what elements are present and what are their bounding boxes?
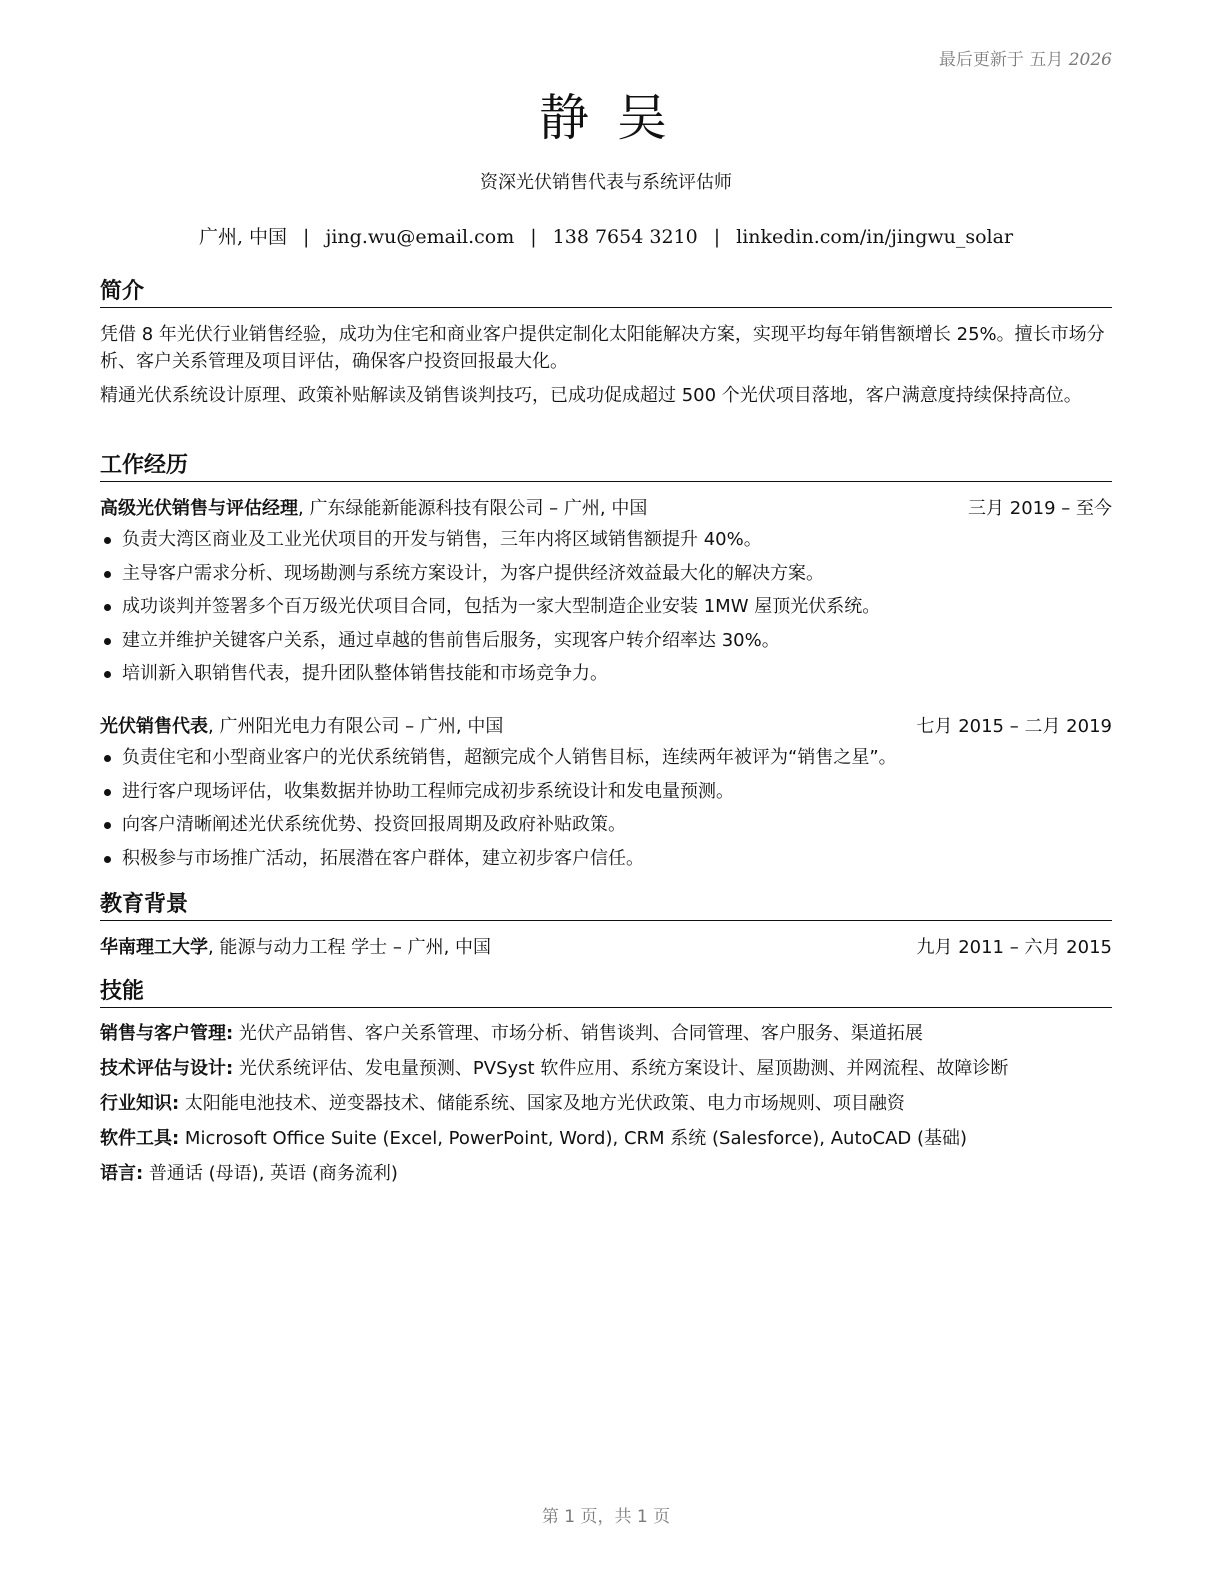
skill-label: 销售与客户管理: (100, 1023, 234, 1044)
bullet-icon (104, 671, 111, 678)
bullet-icon (104, 856, 111, 863)
bullet-icon (104, 638, 111, 645)
last-updated-year: 2026 (1068, 50, 1112, 70)
list-item (100, 779, 1112, 813)
contact-separator: | (713, 226, 721, 248)
last-updated-prefix: 最后更新于 五月 (938, 50, 1069, 70)
skill-label: 语言: (100, 1163, 144, 1184)
list-item (100, 594, 1112, 628)
skill-row (100, 1021, 1112, 1056)
contact-separator: | (303, 226, 310, 248)
list-item (100, 661, 1112, 695)
contact-email[interactable]: jing.wu@email.com (325, 226, 515, 248)
bullet-text: 负责大湾区商业及工业光伏项目的开发与销售，三年内将区域销售额提升 40%。 (122, 529, 762, 550)
resume-page (100, 0, 1112, 1584)
skills-list (100, 1021, 1112, 1196)
skill-value: 太阳能电池技术、逆变器技术、储能系统、国家及地方光伏政策、电力市场规则、项目融资 (179, 1093, 905, 1114)
contact-separator: | (530, 226, 537, 248)
bullet-text: 进行客户现场评估，收集数据并协助工程师完成初步系统设计和发电量预测。 (122, 780, 734, 802)
contact-line (100, 224, 1112, 250)
skill-label: 软件工具: (100, 1128, 180, 1149)
bullet-text: 负责住宅和小型商业客户的光伏系统销售，超额完成个人销售目标，连续两年被评为“销售之星”。 (122, 747, 897, 768)
summary-paragraph: 凭借 8 年光伏行业销售经验，成功为住宅和商业客户提供定制化太阳能解决方案，实现平均每年销售额增长 25%。擅长市场分析、客户关系管理及项目评估，确保客户投资回报最大化。 (100, 324, 1105, 372)
bullet-icon (104, 789, 111, 796)
last-updated (939, 45, 1112, 70)
bullet-text: 建立并维护关键客户关系，通过卓越的售前售后服务，实现客户转介绍率达 30%。 (122, 629, 780, 651)
contact-phone: 138 7654 3210 (552, 226, 698, 248)
job-dates: 三月 2019 – 至今 (968, 498, 1112, 519)
skill-row (100, 1091, 1112, 1126)
education-dates: 九月 2011 – 六月 2015 (916, 937, 1112, 958)
job-role: 高级光伏销售与评估经理 (100, 498, 298, 519)
bullet-text: 成功谈判并签署多个百万级光伏项目合同，包括为一家大型制造企业安装 1MW 屋顶光伏系统。 (122, 596, 881, 617)
bullet-icon (104, 571, 111, 578)
list-item (100, 527, 1112, 561)
list-item (100, 745, 1112, 779)
job-heading (100, 714, 1112, 740)
list-item (100, 561, 1112, 595)
list-item (100, 812, 1112, 846)
skill-value: 光伏系统评估、发电量预测、PVSyst 软件应用、系统方案设计、屋顶勘测、并网流程、故障诊断 (233, 1058, 1009, 1079)
job-organization: , 广州阳光电力有限公司 – 广州, 中国 (208, 716, 504, 737)
bullet-text: 主导客户需求分析、现场勘测与系统方案设计，为客户提供经济效益最大化的解决方案。 (122, 562, 824, 584)
summary-paragraph: 精通光伏系统设计原理、政策补贴解读及销售谈判技巧，已成功促成超过 500 个光伏项目落地，客户满意度持续保持高位。 (100, 385, 1082, 406)
section-title-skills: 技能 (100, 977, 1112, 1008)
job-dates: 七月 2015 – 二月 2019 (916, 716, 1112, 737)
bullet-text: 积极参与市场推广活动，拓展潜在客户群体，建立初步客户信任。 (122, 847, 644, 869)
page-number-footer: 第 1 页，共 1 页 (541, 1507, 671, 1527)
candidate-name: 静 吴 (539, 89, 673, 147)
list-item (100, 628, 1112, 662)
contact-linkedin[interactable]: linkedin.com/in/jingwu_solar (736, 226, 1014, 248)
skill-value: Microsoft Office Suite (Excel, PowerPoint, Word), CRM 系统 (Salesforce), AutoCAD (基础) (179, 1128, 968, 1149)
bullet-icon (104, 755, 111, 762)
bullet-icon (104, 604, 111, 611)
education-school: 华南理工大学 (100, 937, 208, 958)
skill-row (100, 1126, 1112, 1161)
skill-value: 普通话 (母语), 英语 (商务流利) (143, 1163, 398, 1184)
job-role: 光伏销售代表 (100, 716, 208, 737)
bullet-icon (104, 822, 111, 829)
education-heading (100, 935, 1112, 961)
section-title-experience: 工作经历 (100, 451, 1112, 482)
education-detail: , 能源与动力工程 学士 – 广州, 中国 (208, 937, 492, 958)
skill-row (100, 1161, 1112, 1196)
skill-row (100, 1056, 1112, 1091)
bullet-text: 培训新入职销售代表，提升团队整体销售技能和市场竞争力。 (122, 663, 608, 684)
list-item (100, 846, 1112, 880)
job-organization: , 广东绿能新能源科技有限公司 – 广州, 中国 (298, 498, 648, 519)
section-title-summary: 简介 (100, 277, 1112, 308)
job-bullet-list (100, 527, 1112, 695)
job-bullet-list (100, 745, 1112, 879)
candidate-headline: 资深光伏销售代表与系统评估师 (480, 172, 732, 193)
section-title-education: 教育背景 (100, 890, 1112, 921)
skill-label: 技术评估与设计: (100, 1058, 234, 1079)
skill-label: 行业知识: (100, 1093, 180, 1114)
bullet-icon (104, 537, 111, 544)
contact-location: 广州, 中国 (198, 226, 288, 248)
bullet-text: 向客户清晰阐述光伏系统优势、投资回报周期及政府补贴政策。 (122, 814, 626, 835)
skill-value: 光伏产品销售、客户关系管理、市场分析、销售谈判、合同管理、客户服务、渠道拓展 (233, 1023, 923, 1044)
job-heading (100, 496, 1112, 522)
